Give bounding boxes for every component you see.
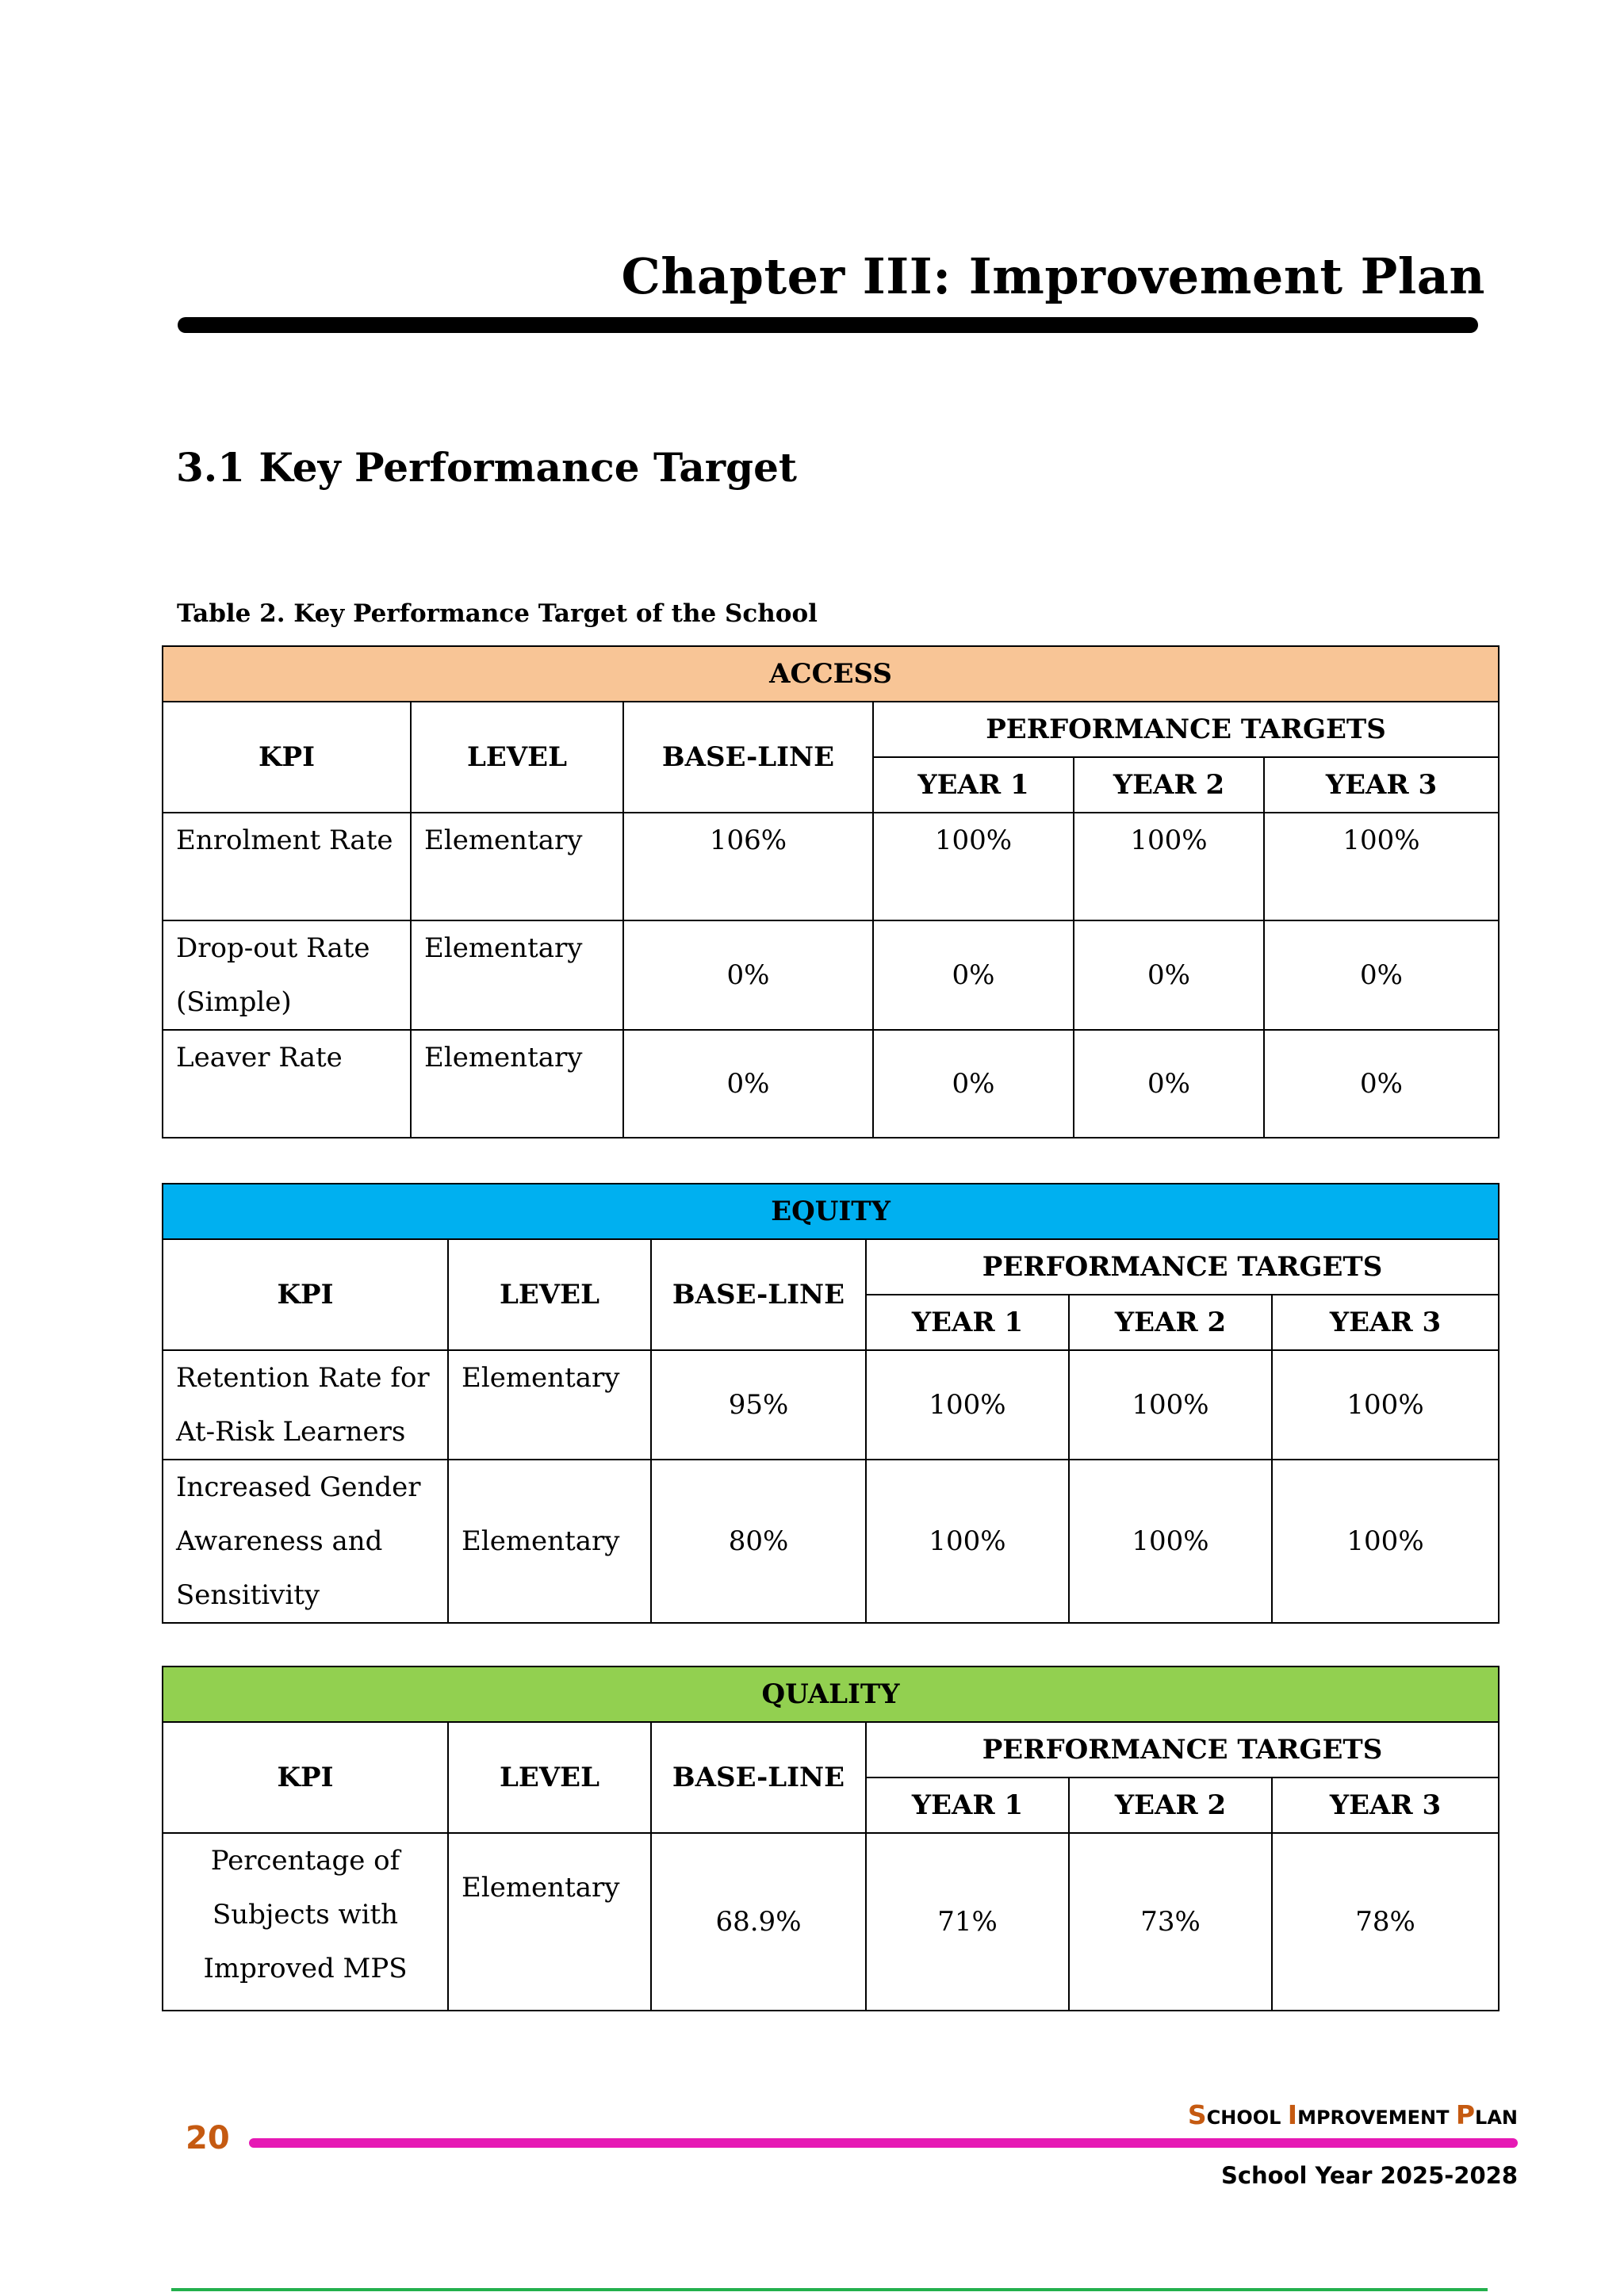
brand-text: MPROVEMENT	[1297, 2107, 1456, 2129]
baseline-cell: 106%	[623, 813, 873, 920]
level-cell: Elementary	[448, 1350, 651, 1460]
baseline-header: BASE-LINE	[651, 1722, 866, 1833]
brand-initial: I	[1287, 2099, 1298, 2130]
year2-cell: 100%	[1069, 1350, 1272, 1460]
kpi-cell: Leaver Rate	[163, 1030, 411, 1138]
kpi-cell	[163, 1350, 448, 1460]
year1-cell: 0%	[873, 920, 1074, 1030]
kpi-line: (Simple)	[176, 986, 292, 1018]
year1-header: YEAR 1	[866, 1295, 1069, 1350]
year2-cell: 0%	[1074, 920, 1264, 1030]
kpi-header: KPI	[163, 1722, 448, 1833]
year1-cell: 100%	[873, 813, 1074, 920]
table-row	[163, 1460, 1499, 1623]
kpi-line: Drop-out Rate	[176, 932, 370, 964]
year3-cell: 78%	[1272, 1833, 1499, 2011]
baseline-cell: 95%	[651, 1350, 866, 1460]
table-row	[163, 1030, 1499, 1138]
level-cell	[448, 1460, 651, 1623]
year1-header: YEAR 1	[866, 1777, 1069, 1833]
year2-cell: 100%	[1069, 1460, 1272, 1623]
level-text: Elementary	[462, 1525, 620, 1557]
year1-cell: 71%	[866, 1833, 1069, 2011]
chapter-title: Chapter III: Improvement Plan	[621, 247, 1485, 305]
table-row	[163, 1833, 1499, 2011]
year2-cell: 73%	[1069, 1833, 1272, 2011]
kpi-header: KPI	[163, 1239, 448, 1350]
kpi-line: Percentage of	[210, 1845, 400, 1877]
baseline-cell: 80%	[651, 1460, 866, 1623]
access-band: ACCESS	[163, 646, 1499, 702]
equity-table	[162, 1183, 1500, 1624]
footer-brand	[1188, 2099, 1518, 2130]
spacer	[462, 1834, 650, 1861]
school-year: School Year 2025-2028	[1220, 2162, 1518, 2189]
kpi-cell	[163, 1833, 448, 2011]
kpi-line: Improved MPS	[203, 1953, 408, 1984]
year3-header: YEAR 3	[1272, 1777, 1499, 1833]
access-table	[162, 645, 1500, 1138]
quality-band: QUALITY	[163, 1667, 1499, 1722]
year3-cell: 100%	[1272, 1460, 1499, 1623]
bottom-divider	[171, 2288, 1488, 2291]
kpi-cell: Enrolment Rate	[163, 813, 411, 920]
footer-divider	[249, 2138, 1518, 2148]
performance-targets-header: PERFORMANCE TARGETS	[866, 1722, 1499, 1777]
year2-header: YEAR 2	[1069, 1777, 1272, 1833]
baseline-cell: 0%	[623, 1030, 873, 1138]
year1-header: YEAR 1	[873, 757, 1074, 813]
kpi-line: Retention Rate for	[176, 1362, 430, 1394]
table-caption: Table 2. Key Performance Target of the School	[177, 599, 818, 628]
baseline-header: BASE-LINE	[651, 1239, 866, 1350]
year2-header: YEAR 2	[1074, 757, 1264, 813]
year2-header: YEAR 2	[1069, 1295, 1272, 1350]
year3-header: YEAR 3	[1264, 757, 1499, 813]
kpi-header: KPI	[163, 702, 411, 813]
baseline-header: BASE-LINE	[623, 702, 873, 813]
spacer	[462, 1487, 650, 1514]
brand-text: LAN	[1475, 2107, 1518, 2129]
level-header: LEVEL	[411, 702, 623, 813]
year3-cell: 0%	[1264, 920, 1499, 1030]
brand-initial: P	[1455, 2099, 1476, 2130]
kpi-line: Sensitivity	[176, 1579, 320, 1611]
kpi-line: Increased Gender	[176, 1471, 421, 1503]
chapter-divider	[178, 317, 1478, 333]
section-heading: 3.1 Key Performance Target	[176, 444, 797, 491]
quality-table	[162, 1666, 1500, 2011]
year3-cell: 100%	[1272, 1350, 1499, 1460]
year3-header: YEAR 3	[1272, 1295, 1499, 1350]
kpi-cell	[163, 1460, 448, 1623]
year3-cell: 100%	[1264, 813, 1499, 920]
kpi-cell	[163, 920, 411, 1030]
level-header: LEVEL	[448, 1239, 651, 1350]
year3-cell: 0%	[1264, 1030, 1499, 1138]
kpi-line: Subjects with	[212, 1899, 399, 1931]
equity-band: EQUITY	[163, 1184, 1499, 1239]
performance-targets-header: PERFORMANCE TARGETS	[873, 702, 1499, 757]
year2-cell: 100%	[1074, 813, 1264, 920]
kpi-line: Awareness and	[176, 1525, 383, 1557]
year1-cell: 0%	[873, 1030, 1074, 1138]
table-row	[163, 813, 1499, 920]
baseline-cell: 0%	[623, 920, 873, 1030]
year1-cell: 100%	[866, 1460, 1069, 1623]
baseline-cell: 68.9%	[651, 1833, 866, 2011]
level-cell	[448, 1833, 651, 2011]
table-row	[163, 920, 1499, 1030]
level-header: LEVEL	[448, 1722, 651, 1833]
performance-targets-header: PERFORMANCE TARGETS	[866, 1239, 1499, 1295]
year2-cell: 0%	[1074, 1030, 1264, 1138]
level-text: Elementary	[462, 1872, 620, 1904]
kpi-line: At-Risk Learners	[176, 1416, 406, 1448]
table-row	[163, 1350, 1499, 1460]
brand-initial: S	[1187, 2099, 1207, 2130]
page-number: 20	[186, 2120, 230, 2156]
level-cell: Elementary	[411, 1030, 623, 1138]
brand-text: CHOOL	[1206, 2107, 1288, 2129]
level-cell: Elementary	[411, 920, 623, 1030]
level-cell: Elementary	[411, 813, 623, 920]
year1-cell: 100%	[866, 1350, 1069, 1460]
